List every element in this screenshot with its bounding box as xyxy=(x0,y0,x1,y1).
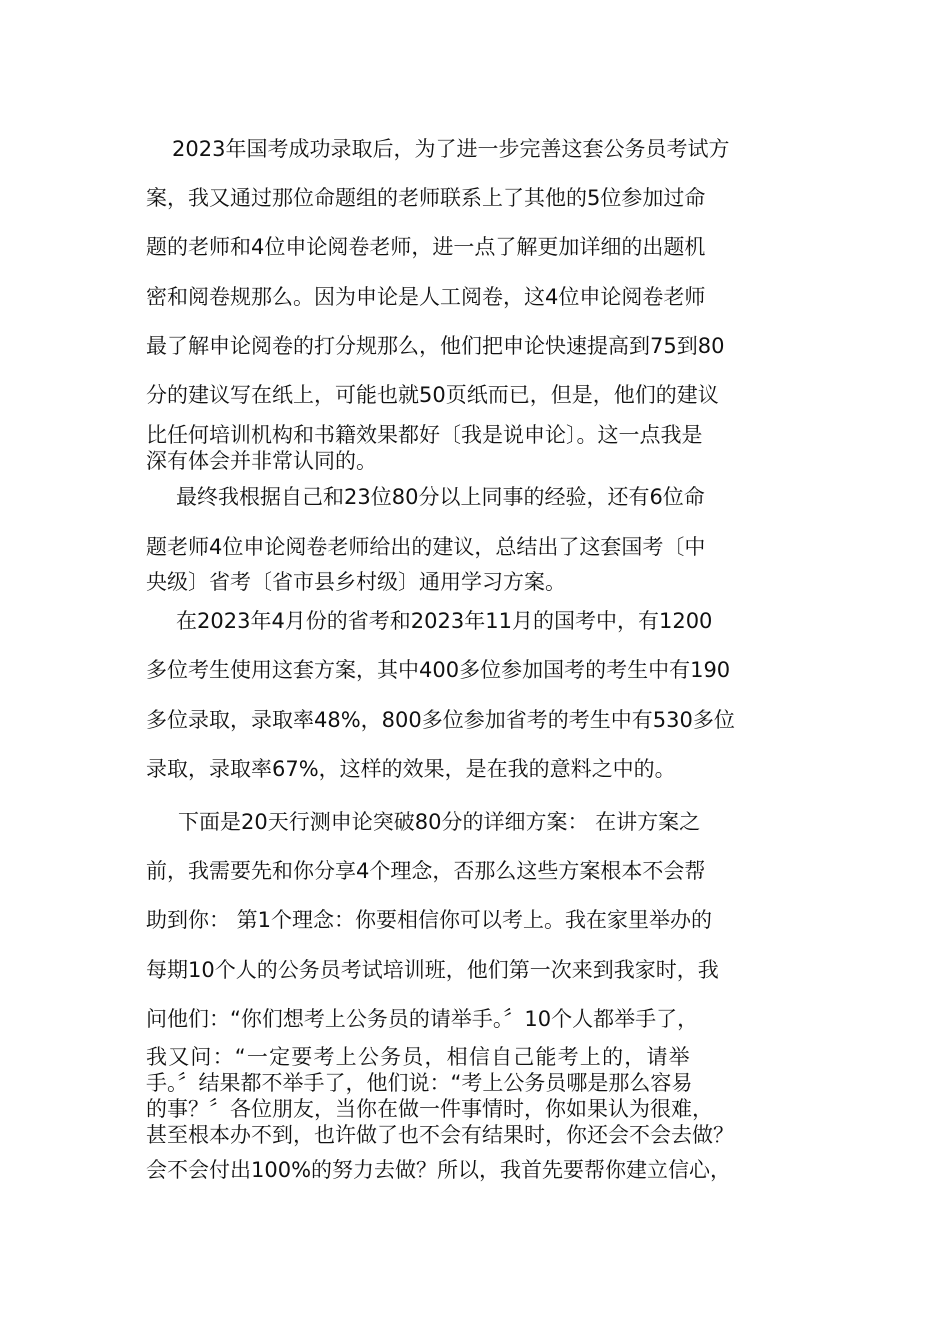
text-line: 每期10个人的公务员考试培训班，他们第一次来到我家时，我 xyxy=(146,958,719,982)
text-line: 密和阅卷规那么。因为申论是人工阅卷，这4位申论阅卷老师 xyxy=(146,285,706,309)
text-line: 央级〕省考〔省市县乡村级〕通用学习方案。 xyxy=(146,570,566,594)
text-line: 案，我又通过那位命题组的老师联系上了其他的5位参加过命 xyxy=(146,186,706,210)
text-line: 深有体会并非常认同的。 xyxy=(146,449,377,473)
text-line: 助到你： 第1个理念：你要相信你可以考上。我在家里举办的 xyxy=(146,908,713,932)
text-line: 下面是20天行测申论突破80分的详细方案： 在讲方案之 xyxy=(178,810,701,834)
text-line: 分的建议写在纸上，可能也就50页纸而已，但是，他们的建议 xyxy=(146,383,719,407)
text-line: 问他们：“你们想考上公务员的请举手。〞10个人都举手了， xyxy=(146,1007,699,1031)
text-line: 比任何培训机构和书籍效果都好〔我是说申论〕。这一点我是 xyxy=(146,423,703,447)
text-line: 我又问：“一定要考上公务员，相信自己能考上的，请举 xyxy=(146,1045,691,1069)
text-line: 手。〞结果都不举手了，他们说：“考上公务员哪是那么容易 xyxy=(146,1071,693,1095)
text-line: 录取，录取率67%，这样的效果，是在我的意料之中的。 xyxy=(146,757,676,781)
text-line: 前，我需要先和你分享4个理念，否那么这些方案根本不会帮 xyxy=(146,859,706,883)
text-line: 会不会付出100%的努力去做？所以，我首先要帮你建立信心， xyxy=(146,1158,732,1182)
text-line: 2023年国考成功录取后，为了进一步完善这套公务员考试方 xyxy=(172,137,730,161)
text-line: 最了解申论阅卷的打分规那么，他们把申论快速提高到75到80 xyxy=(146,334,725,358)
text-line: 最终我根据自己和23位80分以上同事的经验，还有6位命 xyxy=(176,485,705,509)
text-line: 多位考生使用这套方案，其中400多位参加国考的考生中有190 xyxy=(146,658,731,682)
text-line: 题老师4位申论阅卷老师给出的建议，总结出了这套国考〔中 xyxy=(146,535,706,559)
text-line: 题的老师和4位申论阅卷老师，进一点了解更加详细的出题机 xyxy=(146,235,706,259)
text-line: 的事？〞各位朋友，当你在做一件事情时，你如果认为很难， xyxy=(146,1097,713,1121)
text-line: 在2023年4月份的省考和2023年11月的国考中，有1200 xyxy=(176,609,713,633)
text-line: 多位录取，录取率48%，800多位参加省考的考生中有530多位 xyxy=(146,708,735,732)
text-line: 甚至根本办不到，也许做了也不会有结果时，你还会不会去做？ xyxy=(146,1123,734,1147)
